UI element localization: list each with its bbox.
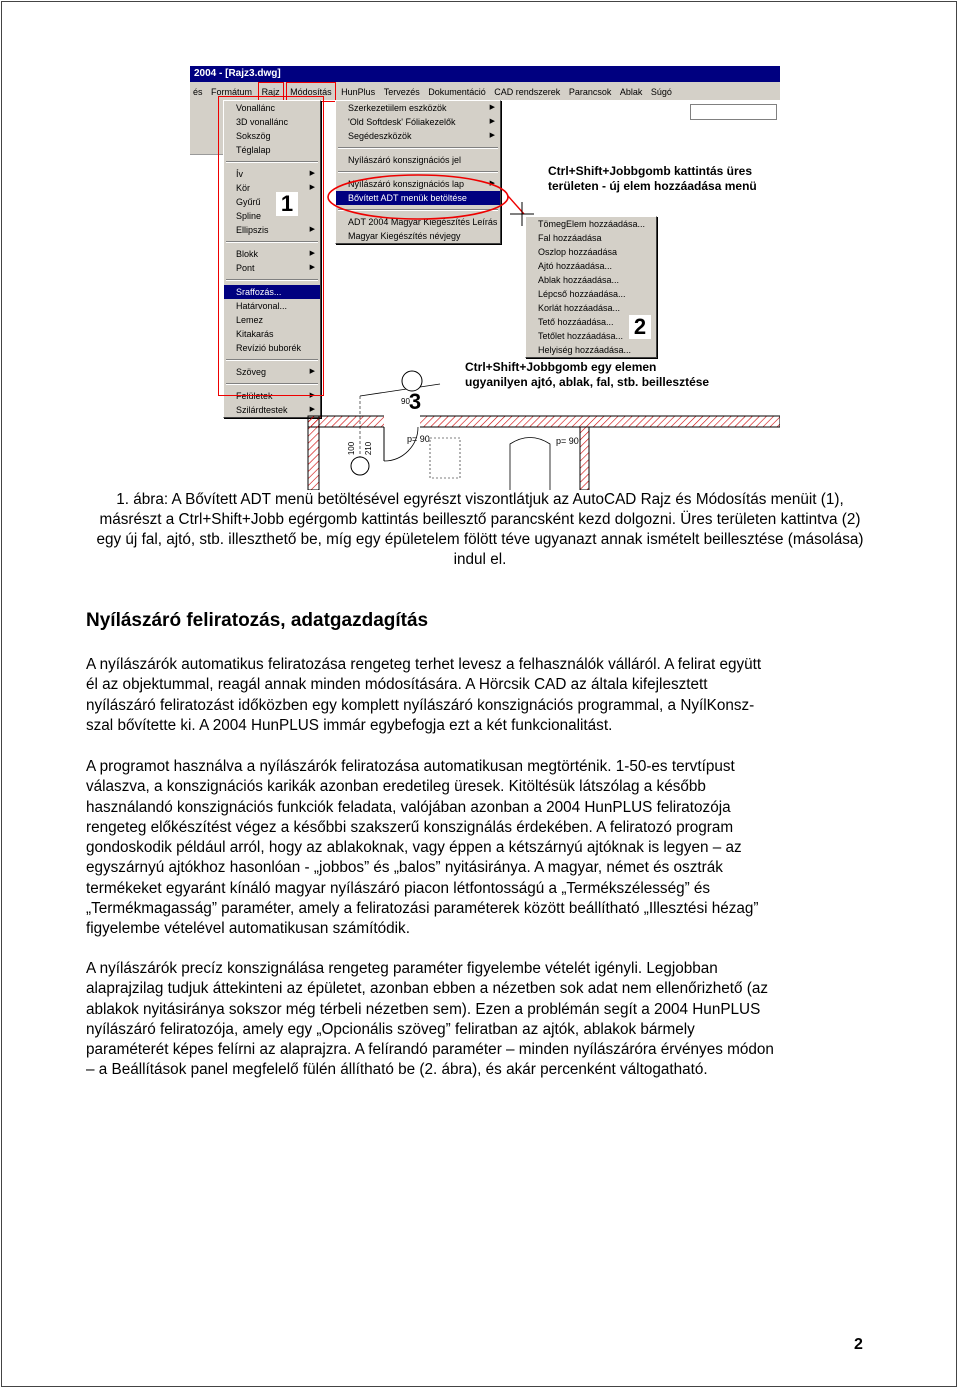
submenu-arrow-icon: ▶ (309, 226, 315, 233)
paragraph: A nyílászárók precíz konszignálása rengeteg paraméter figyelembe vételét igényli. Legjobban alaprajzilag tudjuk áttekinteni az épületet, azonban ebben a nézetben sok adat nem ellenőrizhető (az ablakok nyitásiránya sokszor még térbeli nézetben sem). Ezen a problémán segít a 2004 HunPLUS nyílászáró feliratozója, amely egy „Opcionális szöveg” feliratban az ajtók, ablakok bármely paraméterét képes felírni az alaprajzra. A felírandó paraméter – minden nyílászáróra érvényes módon – a Beállítások panel megfelelő fülén állítható be (2. ábra), és akár percenként váltogatható. (86, 960, 774, 1079)
rajz-item[interactable]: Sokszög (236, 131, 271, 141)
rajz-item[interactable]: Felületek ▶ (236, 391, 315, 401)
tools-item[interactable]: ADT 2004 Magyar Kiegészítés Leírás (348, 217, 498, 227)
menu-formatum[interactable]: Formátum (211, 87, 253, 97)
figure-caption: 1. ábra: A Bővített ADT menü betöltésével egyrészt viszontlátjuk az AutoCAD Rajz és Módosítás menüit (1), másrészt a Ctrl+Shift+Jobb egérgomb kattintás beillesztő parancsként kezd dolgozni. Üres területen kattintva (2) egy új fal, ajtó, stb. illeszthető be, míg egy épületelem fölött téve ugyanazt annak ismételt beillesztése (másolása) indul el. (96, 491, 864, 568)
highlight-oval (328, 175, 508, 219)
leader-line (360, 384, 440, 396)
plan-wall (308, 416, 780, 427)
rajz-item[interactable]: Téglalap (236, 145, 271, 155)
submenu-arrow-icon: ▶ (309, 368, 315, 375)
menu-hunplus[interactable]: HunPlus (341, 87, 376, 97)
rajz-item[interactable]: Lemez (236, 315, 264, 325)
figure-screenshot (190, 66, 780, 490)
context-item[interactable]: Korlát hozzáadása... (538, 303, 621, 313)
tools-item-highlighted[interactable]: Bővített ADT menük betöltése (336, 191, 500, 205)
menu-dokumentacio[interactable]: Dokumentáció (428, 87, 486, 97)
rajz-item[interactable]: Szöveg ▶ (236, 367, 315, 377)
rajz-item[interactable]: Szilárdtestek ▶ (236, 405, 315, 415)
menu-rajz[interactable]: Rajz (258, 82, 284, 102)
submenu-arrow-icon: ▶ (489, 118, 495, 125)
callout-empty-area: Ctrl+Shift+Jobbgomb kattintás üres területen - új elem hozzáadása menü (548, 164, 757, 193)
plan-fixture (430, 438, 460, 478)
rajz-item[interactable]: Pont ▶ (236, 263, 315, 273)
tools-item[interactable]: Nyílászáró konszignációs jel (348, 155, 462, 165)
crosshair-cursor (510, 202, 534, 226)
rajz-item[interactable]: Kör ▶ (236, 183, 315, 193)
submenu-arrow-icon: ▶ (309, 170, 315, 177)
menu-modositas[interactable]: Módosítás (286, 82, 336, 102)
context-item[interactable]: Ajtó hozzáadása... (538, 261, 613, 271)
menu-es[interactable]: és (193, 87, 203, 97)
tools-item[interactable]: Segédeszközök ▶ (348, 131, 495, 141)
menu-cad-rendszerek[interactable]: CAD rendszerek (494, 87, 561, 97)
context-item[interactable]: Lépcső hozzáadása... (538, 289, 626, 299)
rajz-item[interactable]: 3D vonallánc (236, 117, 289, 127)
page-number: 2 (854, 1336, 863, 1353)
context-item[interactable]: Ablak hozzáadása... (538, 275, 620, 285)
figure-overlay-drawing (190, 66, 780, 490)
tools-item[interactable]: Magyar Kiegészítés névjegy (348, 231, 461, 241)
submenu-arrow-icon: ▶ (309, 264, 315, 271)
context-item[interactable]: Tető hozzáadása... (538, 317, 614, 327)
plan-wall (308, 416, 319, 490)
rajz-item[interactable]: Gyűrű (236, 197, 261, 207)
konszignacios-karika (351, 457, 369, 475)
paragraph: A programot használva a nyílászárók feliratozása automatikusan megtörténik. 1-50-es tervtípust válaszva, a konszignációs karikák azonban eredetileg üresek. Kitöltésük látszólag a később használandó konszignációs funkciók feladata, valójában azonban a 2004 HunPLUS feliratozója rengeteg előkészítést végez a későbbi szakszerű konszignálás érdekében. A feliratozó program gondoskodik például arról, hogy az ablakoknak, vagy éppen a kétszárnyú ajtóknak is legyen – az egyszárnyú ajtókhoz hasonlóan - „jobbos” és „balos” nyitásiránya. A magyar, német és osztrák termékeket egyaránt kínáló magyar nyílászáró piacon létfontosságú a „Termékszélesség” és „Termékmagasság” paraméter, amely a feliratozási paraméterek között beállítható „Illesztési hézag” figyelembe vételével automatikusan számítódik. (86, 758, 759, 938)
menu-sugo[interactable]: Súgó (650, 87, 672, 97)
context-item[interactable]: Fal hozzáadása (538, 233, 602, 243)
plan-label-100: 100 (347, 441, 357, 456)
submenu-arrow-icon: ▶ (489, 104, 495, 111)
rajz-item[interactable]: Ellipszis ▶ (236, 225, 315, 235)
rajz-item[interactable]: Revízió buborék (236, 343, 302, 353)
rajz-item[interactable]: Határvonal... (236, 301, 288, 311)
plan-door-gap (384, 415, 420, 428)
context-item[interactable]: Helyiség hozzáadása... (538, 345, 632, 355)
tools-item[interactable]: 'Old Softdesk' Fóliakezelők ▶ (348, 117, 495, 127)
plan-label-90: 90 (401, 397, 410, 406)
plan-label-210: 210 (364, 441, 374, 456)
submenu-arrow-icon: ▶ (309, 250, 315, 257)
rajz-item[interactable]: Kitakarás (236, 329, 274, 339)
marker-2: 2 (629, 315, 651, 339)
context-item[interactable]: Oszlop hozzáadása (538, 247, 618, 257)
tools-item[interactable]: Szerkezetiilem eszközök ▶ (348, 103, 495, 113)
tools-item[interactable]: Nyílászáró konszignációs lap ▶ (348, 179, 495, 189)
rajz-item[interactable]: Spline (236, 211, 262, 221)
marker-1: 1 (276, 192, 298, 216)
plan-wall (580, 427, 589, 490)
submenu-arrow-icon: ▶ (489, 132, 495, 139)
paragraph: A nyílászárók automatikus feliratozása rengeteg terhet levesz a felhasználók válláról. A felirat együtt él az objektummal, reagál annak minden módosítására. A Hörcsik CAD az általa kifejlesztett nyílászáró feliratozást időközben egy komplett nyílászáró konszignációs programmal, a NyílKonsz- szal bővítette ki. A 2004 HunPLUS immár egybefogja ezt a két funkcionalitást. (86, 656, 762, 734)
submenu-arrow-icon: ▶ (309, 406, 315, 413)
context-item[interactable]: TömegElem hozzáadása... (538, 219, 646, 229)
rajz-item-highlighted[interactable]: Sraffozás... (224, 285, 320, 299)
rajz-item[interactable]: Vonallánc (236, 103, 276, 113)
rajz-item[interactable]: Blokk ▶ (236, 249, 315, 259)
menu-tervezes[interactable]: Tervezés (383, 87, 420, 97)
submenu-arrow-icon: ▶ (309, 184, 315, 191)
menu-ablak[interactable]: Ablak (619, 87, 643, 97)
marker-3: 3 (408, 389, 422, 414)
submenu-arrow-icon: ▶ (489, 180, 495, 187)
callout-on-element: Ctrl+Shift+Jobbgomb egy elemen ugyanilyen ajtó, ablak, fal, stb. beillesztése (465, 360, 710, 389)
plan-label-p90: p= 90 (407, 434, 430, 444)
plan-door-swing (384, 427, 418, 461)
plan-fixture (510, 438, 550, 491)
submenu-arrow-icon: ▶ (309, 392, 315, 399)
rajz-item[interactable]: Ív ▶ (236, 169, 315, 179)
konszignacios-karika (402, 371, 422, 391)
window-title: 2004 - [Rajz3.dwg] (190, 66, 780, 82)
menu-parancsok[interactable]: Parancsok (568, 87, 612, 97)
context-item[interactable]: Tetőlet hozzáadása... (538, 331, 624, 341)
section-heading: Nyílászáró feliratozás, adatgazdagítás (86, 610, 429, 631)
plan-label-p90: p= 90 (556, 436, 579, 446)
